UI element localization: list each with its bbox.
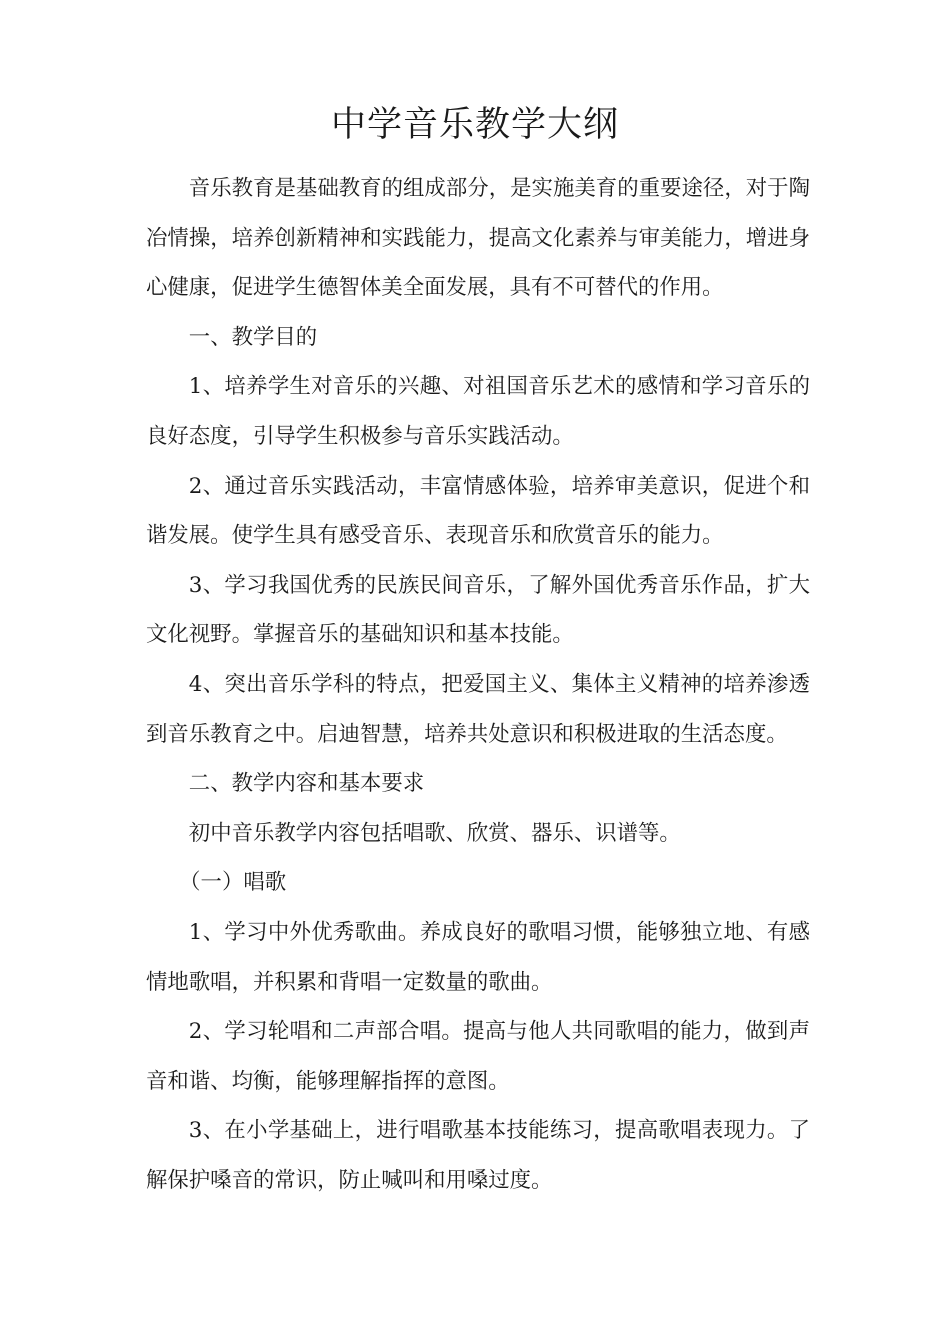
- paragraph-purpose-1: 1、培养学生对音乐的兴趣、对祖国音乐艺术的感情和学习音乐的良好态度，引导学生积极参与音乐实践活动。: [146, 374, 810, 449]
- document-body: [146, 164, 810, 1205]
- subheading-singing: （一）唱歌: [179, 870, 287, 896]
- paragraph-purpose-4: 4、突出音乐学科的特点，把爱国主义、集体主义精神的培养渗透到音乐教育之中。启迪智慧，培养共处意识和积极进取的生活态度。: [146, 671, 810, 747]
- paragraph-purpose-2: 2、通过音乐实践活动，丰富情感体验，培养审美意识，促进个和谐发展。使学生具有感受音乐、表现音乐和欣赏音乐的能力。: [146, 473, 810, 549]
- heading-content-requirements: 二、教学内容和基本要求: [188, 771, 425, 797]
- paragraph-singing-2: 2、学习轮唱和二声部合唱。提高与他人共同歌唱的能力，做到声音和谐、均衡，能够理解指挥的意图。: [146, 1019, 810, 1094]
- heading-teaching-purpose: 一、教学目的: [188, 324, 318, 350]
- paragraph-purpose-3: 3、学习我国优秀的民族民间音乐，了解外国优秀音乐作品，扩大文化视野。掌握音乐的基础知识和基本技能。: [146, 572, 810, 648]
- paragraph-intro: 音乐教育是基础教育的组成部分，是实施美育的重要途径，对于陶冶情操，培养创新精神和实践能力，提高文化素养与审美能力，增进身心健康，促进学生德智体美全面发展，具有不可替代的作用。: [146, 176, 810, 301]
- paragraph-content-overview: 初中音乐教学内容包括唱歌、欣赏、器乐、识谱等。: [188, 820, 681, 846]
- paragraph-singing-3: 3、在小学基础上，进行唱歌基本技能练习，提高歌唱表现力。了解保护嗓音的常识，防止喊叫和用嗓过度。: [146, 1118, 810, 1193]
- paragraph-singing-1: 1、学习中外优秀歌曲。养成良好的歌唱习惯，能够独立地、有感情地歌唱，并积累和背唱一定数量的歌曲。: [146, 919, 810, 995]
- document-title: 中学音乐教学大纲: [330, 105, 619, 145]
